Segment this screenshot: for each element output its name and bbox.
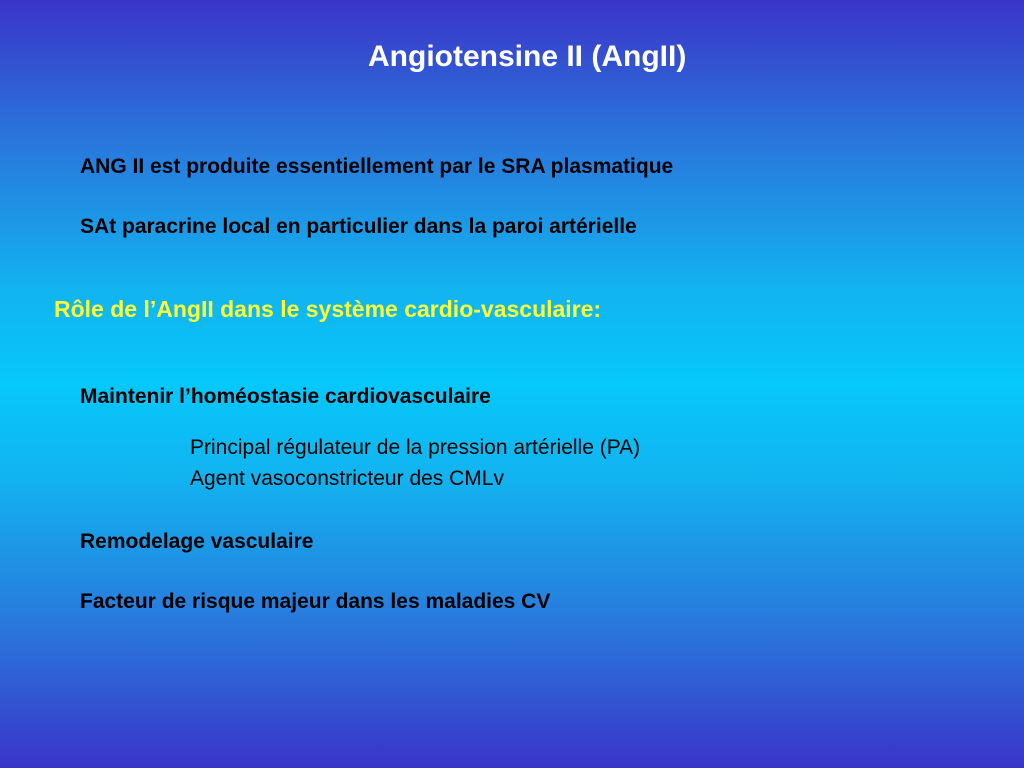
role-remodeling: Remodelage vasculaire: [80, 530, 314, 553]
role-detail-vasoconstrictor: Agent vasoconstricteur des CMLv: [190, 467, 504, 490]
role-detail-regulator: Principal régulateur de la pression artérielle (PA): [190, 436, 641, 459]
slide-title: Angiotensine II (AngII): [368, 40, 687, 73]
role-homeostasis: Maintenir l’homéostasie cardiovasculaire: [80, 385, 491, 408]
intro-line-production: ANG II est produite essentiellement par le SRA plasmatique: [80, 155, 674, 178]
intro-line-paracrine: SAt paracrine local en particulier dans la paroi artérielle: [80, 215, 637, 238]
role-risk-factor: Facteur de risque majeur dans les maladies CV: [80, 590, 551, 613]
section-heading: Rôle de l’AngII dans le système cardio-vasculaire:: [54, 296, 602, 322]
